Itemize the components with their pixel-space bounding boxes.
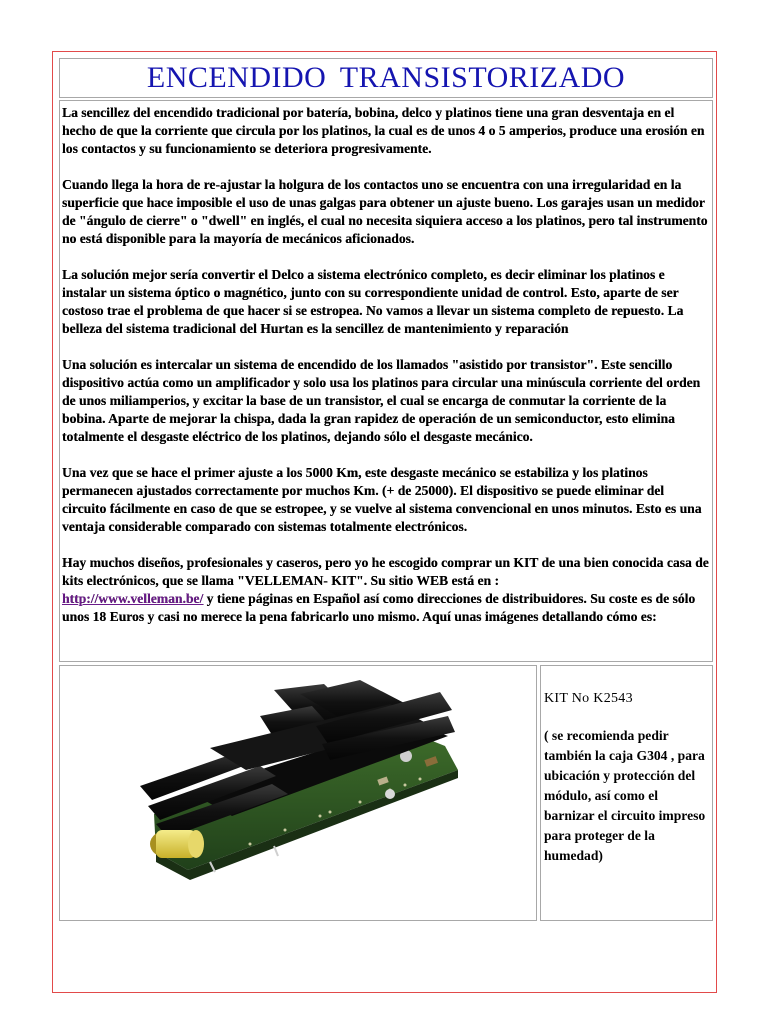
paragraph-3: La solución mejor sería convertir el Delco a sistema electrónico completo, es decir eliminar los platinos e instalar un sistema óptico o magnético, junto con su correspondiente unidad de control. Esto, aparte de ser costoso trae el problema de que hacer si se estropea. No vamos a llevar un sistema completo de repuesto. La belleza del sistema tradicional del Hurtan es la sencillez de mantenimiento y reparación (62, 267, 684, 336)
kit-info-box (540, 665, 713, 921)
kit-note: ( se recomienda pedir también la caja G304 , para ubicación y protección del módulo, así como el barnizar el circuito impreso para proteger de la humedad) (544, 728, 706, 863)
title-box (59, 58, 713, 98)
paragraph-6 (62, 554, 710, 626)
paragraph-6-text-b: y tiene páginas en Español así como direcciones de distribuidores. Su coste es de sólo unos 18 Euros y casi no merece la pena fabricarlo uno mismo. Aquí unas imágenes detallando cómo es: (62, 591, 696, 624)
paragraph-1: La sencillez del encendido tradicional por batería, bobina, delco y platinos tiene una gran desventaja en el hecho de que la corriente que circula por los platinos, la cual es de unos 4 o 5 amperios, produce una erosión en los contactos y su funcionamiento se deteriora progresivamente. (62, 105, 705, 156)
paragraph-4: Una solución es intercalar un sistema de encendido de los llamados "asistido por transistor". Este sencillo dispositivo actúa como un amplificador y solo usa los platinos para circular una minúscula corriente del orden de unos miliamperios, y excitar la base de un transistor, el cual se encarga de conmutar la corriente de la bobina. Aparte de mejorar la chispa, dada la gran rapidez de operación de un semiconductor, esto elimina totalmente el desgaste eléctrico de los platinos, dejando sólo el desgaste mecánico. (62, 357, 701, 444)
paragraph-6-text-a: Hay muchos diseños, profesionales y caseros, pero yo he escogido comprar un KIT de una bien conocida casa de kits electrónicos, que se llama "VELLEMAN- KIT". Su sitio WEB está en : (62, 555, 709, 588)
kit-number: KIT No K2543 (544, 691, 633, 706)
page-title: ENCENDIDO TRANSISTORIZADO (146, 61, 626, 94)
product-image-box (59, 665, 537, 921)
paragraph-5: Una vez que se hace el primer ajuste a los 5000 Km, este desgaste mecánico se estabiliza y los platinos permanecen ajustados correctamente por muchos Km. (+ de 25000). El dispositivo se puede eliminar del circuito fácilmente en caso de que se estropee, y se vuelve al sistema convencional en unos minutos. Esto es una ventaja considerable comparado con sistemas totalmente electrónicos. (62, 465, 702, 534)
paragraph-2: Cuando llega la hora de re-ajustar la holgura de los contactos uno se encuentra con una irregularidad en la superficie que hace imposible el uso de unas galgas para obtener un ajuste bueno. Los garajes usan un medidor de "ángulo de cierre" o "dwell" en inglés, el cual no necesita siquiera acceso a los platinos, pero tal instrumento no está disponible para la mayoría de mecánicos aficionados. (62, 177, 708, 246)
article-body (59, 100, 713, 662)
kit-product-image (60, 666, 537, 921)
velleman-link[interactable]: http://www.velleman.be/ (62, 591, 204, 606)
